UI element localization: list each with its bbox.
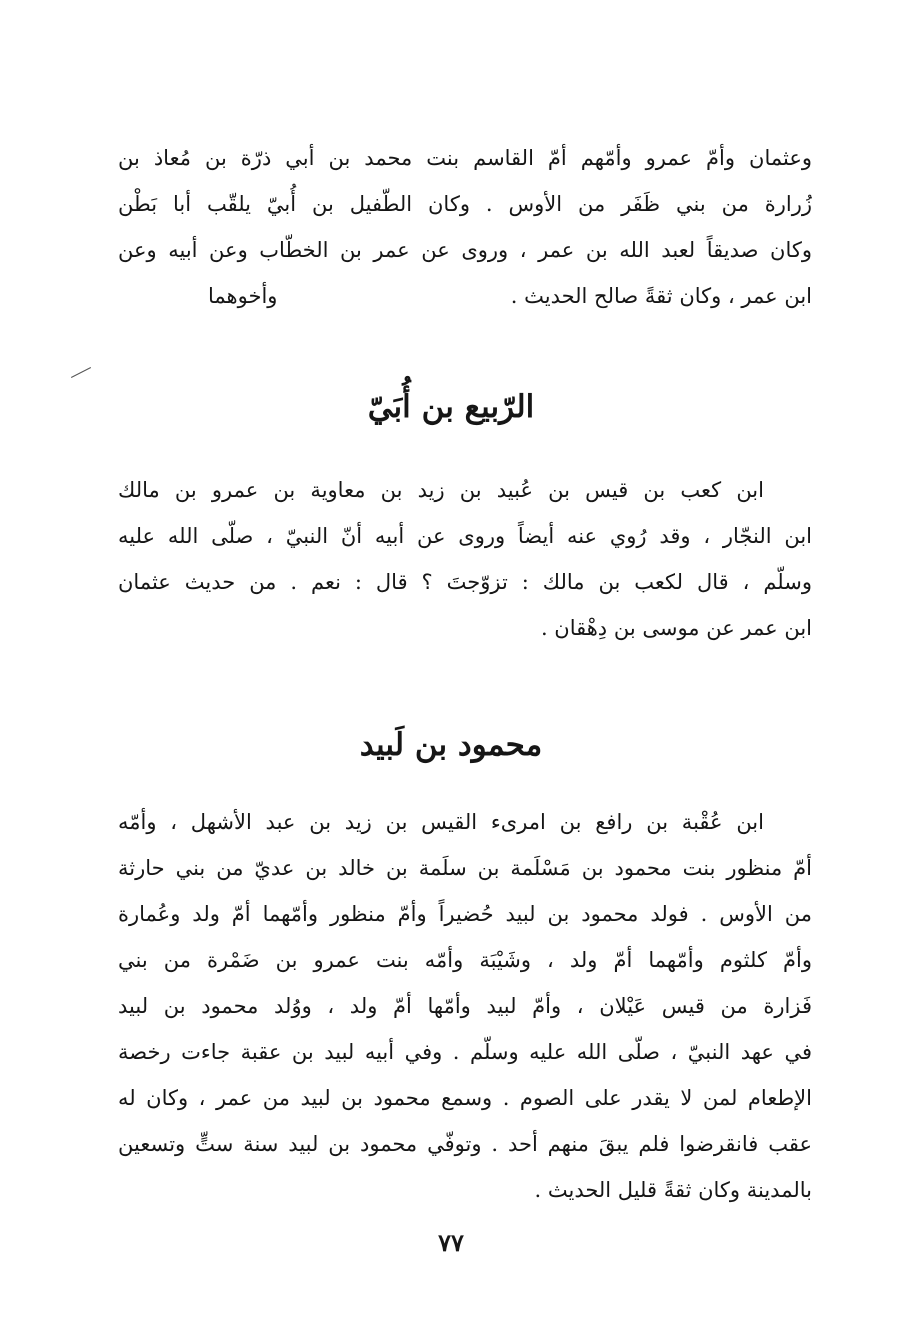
text-line: وسلّم ، قال لكعب بن مالك : تزوّجتَ ؟ قال : نعم . من حديث عثمان [118,570,812,594]
text-line: ابن عمر عن موسى بن دِهْقان . [540,616,812,640]
text-line: الإطعام لمن لا يقدر على الصوم . وسمع محمود بن لبيد من عمر ، وكان له [118,1086,812,1110]
text-line [118,273,812,319]
text-line: وأمّ كلثوم وأمّهما أمّ ولد ، وشَيْبَة وأمّه بنت عمرو بن ضَمْرة من بني [118,948,812,972]
text-line: أمّ منظور بنت محمود بن مَسْلَمة بن سلَمة بن خالد بن عديّ من بني حارثة [118,856,812,880]
section-heading: محمود بن لَبيد [359,727,543,763]
margin-pencil-mark [71,367,91,378]
text-line: وكان صديقاً لعبد الله بن عمر ، وروى عن عمر بن الخطّاب وعن أبيه وعن [118,238,812,262]
text-line: ابن النجّار ، وقد رُوي عنه أيضاً وروى عن أبيه أنّ النبيّ ، صلّى الله عليه [118,524,812,548]
intro-paragraph [118,135,812,319]
text-line: في عهد النبيّ ، صلّى الله عليه وسلّم . وفي أبيه لبيد بن عقبة جاءت رخصة [118,1040,812,1064]
text-line: ابن كعب بن قيس بن عُبيد بن زيد بن معاوية بن عمرو بن مالك [118,478,764,502]
section-paragraph [118,799,812,1213]
text-line: وعثمان وأمّ عمرو وأمّهم أمّ القاسم بنت محمد بن أبي ذرّة بن مُعاذ بن [118,146,812,170]
text-line-main: ابن عمر ، وكان ثقةً صالح الحديث . [510,284,812,308]
text-line: فَزارة من قيس عَيْلان ، وأمّ لبيد وأمّها أمّ ولد ، ووُلد محمود بن لبيد [118,994,812,1018]
section-paragraph [118,467,812,651]
catchword: وأخوهما [208,284,278,308]
text-line: عقب فانقرضوا فلم يبقَ منهم أحد . وتوفّي محمود بن لبيد سنة ستٍّ وتسعين [118,1132,812,1156]
text-line: بالمدينة وكان ثقةً قليل الحديث . [534,1178,812,1202]
text-line: زُرارة من بني ظَفَر من الأوس . وكان الطّفيل بن أُبيّ يلقّب أبا بَطْن [118,192,812,216]
page-number: ٧٧ [438,1228,464,1257]
section-heading: الرّبيع بن أُبَيّ [367,389,535,425]
text-line: ابن عُقْبة بن رافع بن امرىء القيس بن زيد بن عبد الأشهل ، وأمّه [118,810,764,834]
text-line: من الأوس . فولد محمود بن لبيد حُضيراً وأمّ منظور وأمّهما أمّ ولد وعُمارة [118,902,812,926]
